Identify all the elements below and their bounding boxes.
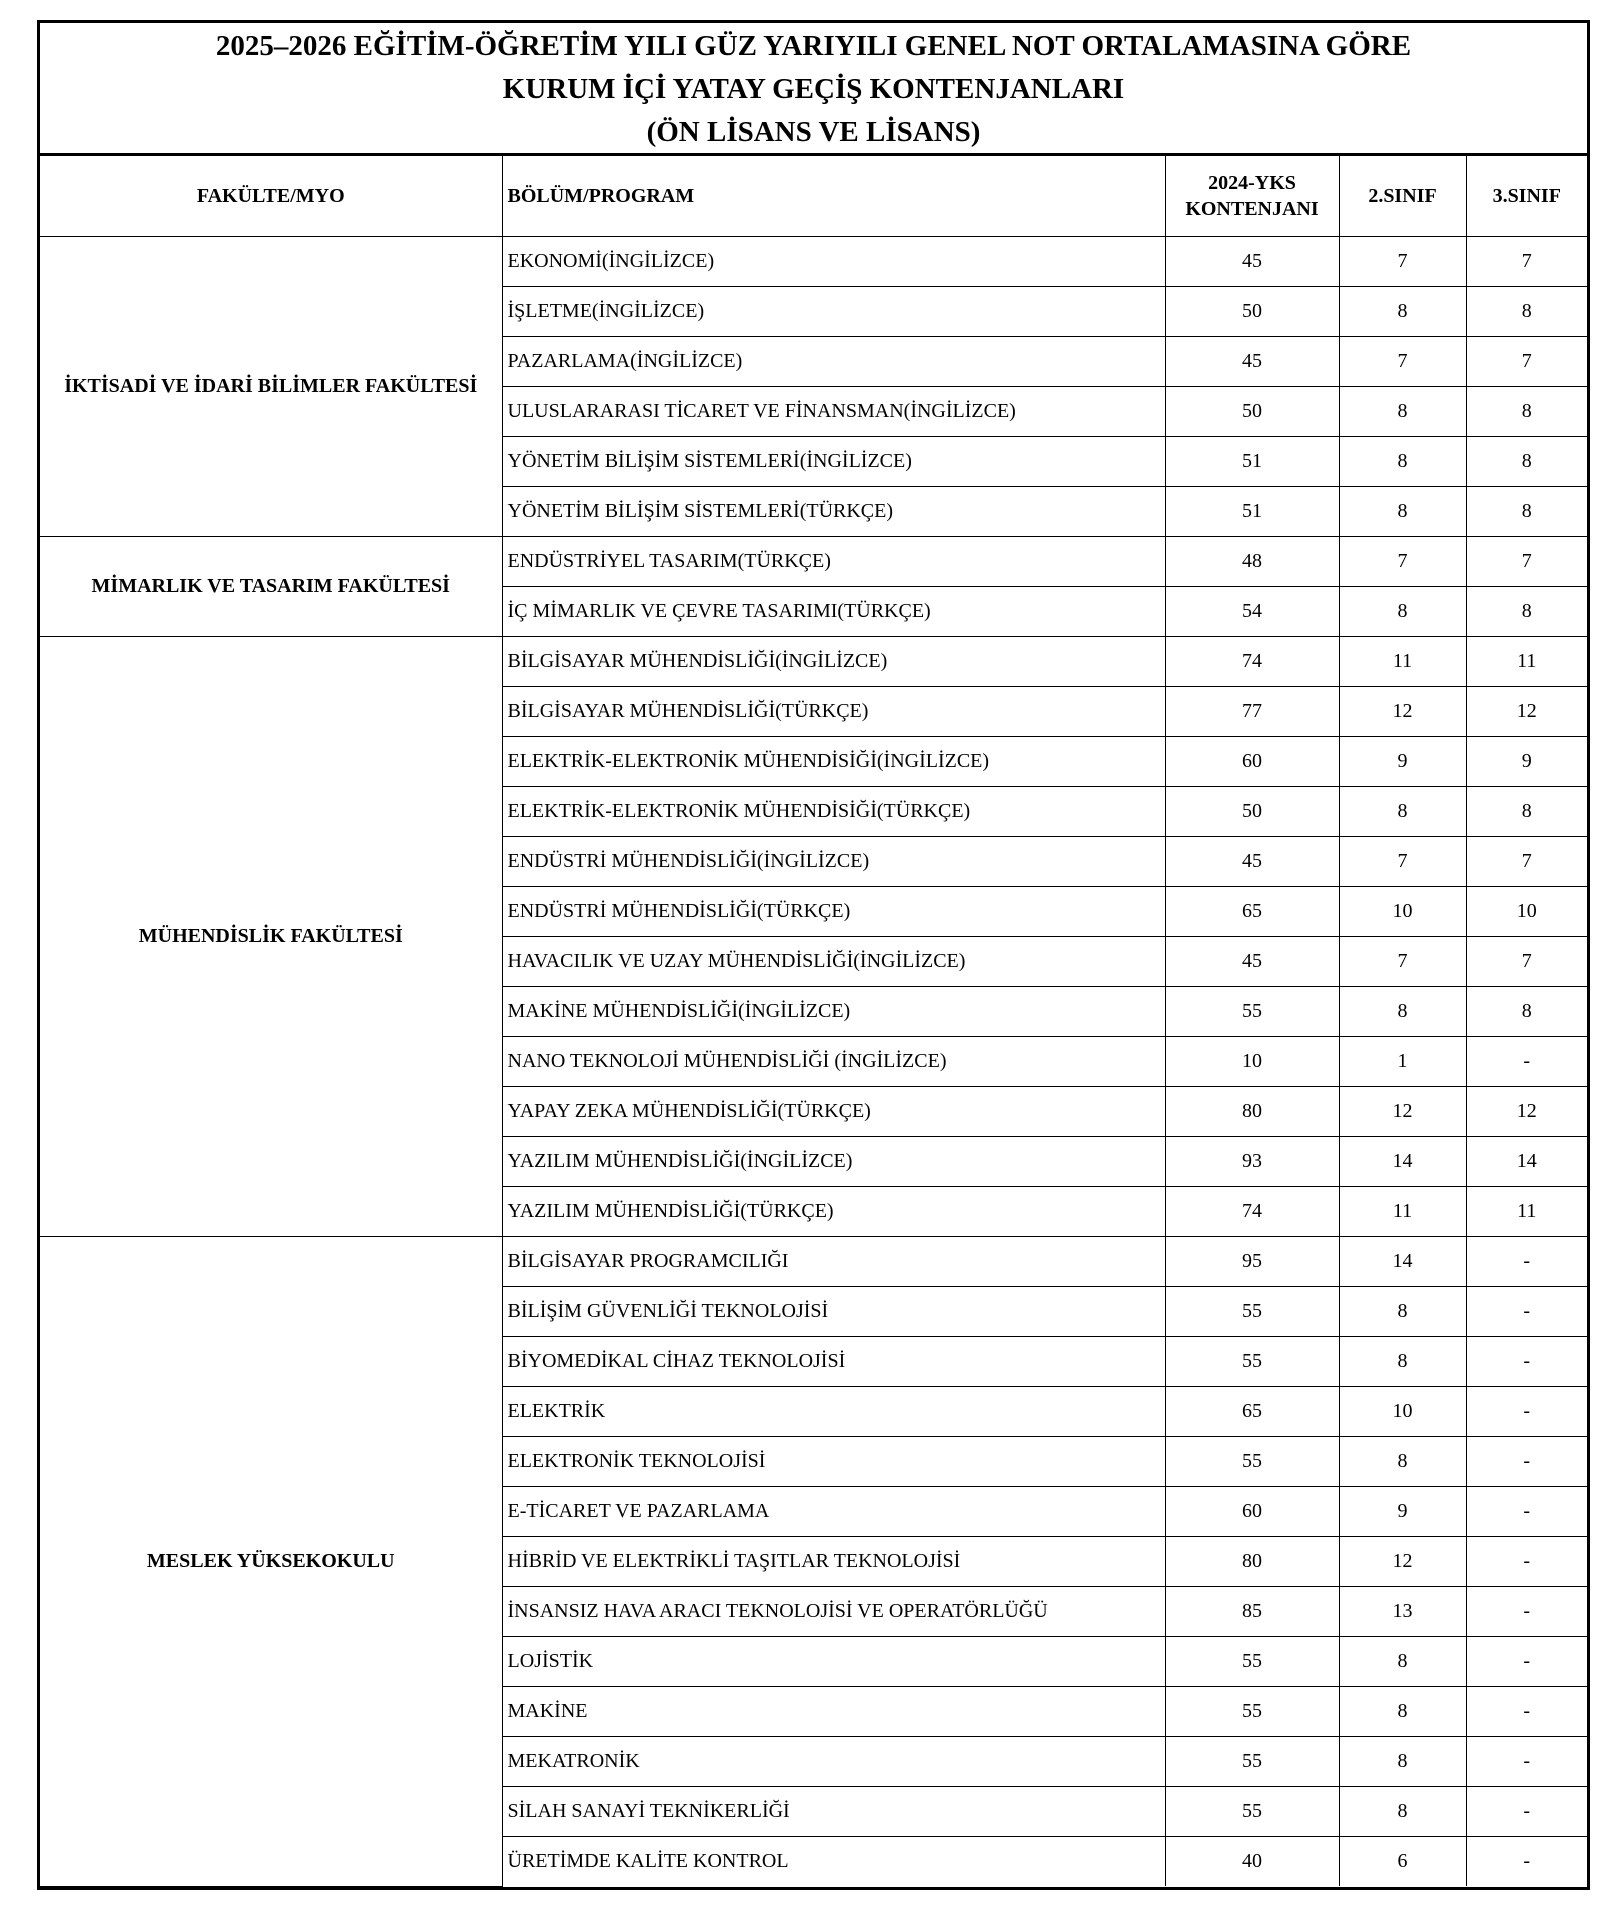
program-cell: BİLİŞİM GÜVENLİĞİ TEKNOLOJİSİ: [502, 1286, 1165, 1336]
class-2-cell: 14: [1339, 1236, 1466, 1286]
class-2-cell: 14: [1339, 1136, 1466, 1186]
yks-quota-cell: 55: [1165, 1786, 1339, 1836]
class-3-cell: -: [1466, 1436, 1587, 1486]
yks-quota-cell: 74: [1165, 1186, 1339, 1236]
title-line-1: 2025–2026 EĞİTİM-ÖĞRETİM YILI GÜZ YARIYILI GENEL NOT ORTALAMASINA GÖRE: [215, 30, 1412, 62]
yks-quota-cell: 95: [1165, 1236, 1339, 1286]
class-2-cell: 6: [1339, 1836, 1466, 1886]
class-2-cell: 8: [1339, 786, 1466, 836]
class-2-cell: 10: [1339, 1386, 1466, 1436]
yks-quota-cell: 55: [1165, 986, 1339, 1036]
faculty-cell: İKTİSADİ VE İDARİ BİLİMLER FAKÜLTESİ: [40, 236, 502, 536]
yks-quota-cell: 45: [1165, 336, 1339, 386]
class-3-cell: -: [1466, 1736, 1587, 1786]
class-3-cell: 9: [1466, 736, 1587, 786]
class-3-cell: -: [1466, 1336, 1587, 1386]
program-cell: İNSANSIZ HAVA ARACI TEKNOLOJİSİ VE OPERATÖRLÜĞÜ: [502, 1586, 1165, 1636]
program-cell: İÇ MİMARLIK VE ÇEVRE TASARIMI(TÜRKÇE): [502, 586, 1165, 636]
quota-document: [37, 20, 1590, 1890]
program-cell: MAKİNE MÜHENDİSLİĞİ(İNGİLİZCE): [502, 986, 1165, 1036]
class-3-cell: 8: [1466, 986, 1587, 1036]
table-row: [40, 636, 1587, 686]
class-3-cell: 7: [1466, 336, 1587, 386]
program-cell: YÖNETİM BİLİŞİM SİSTEMLERİ(İNGİLİZCE): [502, 436, 1165, 486]
yks-quota-cell: 77: [1165, 686, 1339, 736]
program-cell: ELEKTRİK-ELEKTRONİK MÜHENDİSİĞİ(TÜRKÇE): [502, 786, 1165, 836]
class-3-cell: -: [1466, 1236, 1587, 1286]
quota-table: [40, 156, 1587, 1887]
yks-quota-cell: 48: [1165, 536, 1339, 586]
program-cell: BİLGİSAYAR MÜHENDİSLİĞİ(İNGİLİZCE): [502, 636, 1165, 686]
class-3-cell: 7: [1466, 936, 1587, 986]
class-3-cell: 7: [1466, 836, 1587, 886]
yks-quota-cell: 45: [1165, 236, 1339, 286]
header-faculty: FAKÜLTE/MYO: [40, 156, 502, 236]
class-2-cell: 8: [1339, 386, 1466, 436]
yks-quota-cell: 60: [1165, 1486, 1339, 1536]
program-cell: BİYOMEDİKAL CİHAZ TEKNOLOJİSİ: [502, 1336, 1165, 1386]
header-program: BÖLÜM/PROGRAM: [502, 156, 1165, 236]
yks-quota-cell: 93: [1165, 1136, 1339, 1186]
class-3-cell: -: [1466, 1536, 1587, 1586]
program-cell: BİLGİSAYAR MÜHENDİSLİĞİ(TÜRKÇE): [502, 686, 1165, 736]
program-cell: ENDÜSTRİ MÜHENDİSLİĞİ(İNGİLİZCE): [502, 836, 1165, 886]
class-2-cell: 8: [1339, 1336, 1466, 1386]
title-line-3: (ÖN LİSANS VE LİSANS): [646, 116, 981, 148]
header-class-2: 2.SINIF: [1339, 156, 1466, 236]
yks-quota-cell: 45: [1165, 836, 1339, 886]
faculty-cell: MİMARLIK VE TASARIM FAKÜLTESİ: [40, 536, 502, 636]
class-2-cell: 11: [1339, 636, 1466, 686]
yks-quota-cell: 40: [1165, 1836, 1339, 1886]
yks-quota-cell: 10: [1165, 1036, 1339, 1086]
class-2-cell: 8: [1339, 1786, 1466, 1836]
header-class-3: 3.SINIF: [1466, 156, 1587, 236]
class-3-cell: 8: [1466, 486, 1587, 536]
class-3-cell: 10: [1466, 886, 1587, 936]
title-line-2: KURUM İÇİ YATAY GEÇİŞ KONTENJANLARI: [502, 73, 1125, 105]
yks-quota-cell: 51: [1165, 436, 1339, 486]
yks-quota-cell: 80: [1165, 1086, 1339, 1136]
yks-quota-cell: 51: [1165, 486, 1339, 536]
table-header-row: [40, 156, 1587, 236]
class-2-cell: 8: [1339, 436, 1466, 486]
class-2-cell: 7: [1339, 336, 1466, 386]
program-cell: MEKATRONİK: [502, 1736, 1165, 1786]
class-2-cell: 9: [1339, 736, 1466, 786]
program-cell: EKONOMİ(İNGİLİZCE): [502, 236, 1165, 286]
document-title: [40, 23, 1587, 156]
program-cell: İŞLETME(İNGİLİZCE): [502, 286, 1165, 336]
program-cell: ELEKTRİK: [502, 1386, 1165, 1436]
class-3-cell: 14: [1466, 1136, 1587, 1186]
class-2-cell: 7: [1339, 936, 1466, 986]
program-cell: ÜRETİMDE KALİTE KONTROL: [502, 1836, 1165, 1886]
table-row: [40, 1236, 1587, 1286]
program-cell: LOJİSTİK: [502, 1636, 1165, 1686]
class-3-cell: -: [1466, 1286, 1587, 1336]
yks-quota-cell: 54: [1165, 586, 1339, 636]
yks-quota-cell: 55: [1165, 1286, 1339, 1336]
class-2-cell: 1: [1339, 1036, 1466, 1086]
yks-quota-cell: 55: [1165, 1336, 1339, 1386]
class-3-cell: -: [1466, 1786, 1587, 1836]
class-3-cell: -: [1466, 1586, 1587, 1636]
class-3-cell: -: [1466, 1386, 1587, 1436]
class-2-cell: 7: [1339, 236, 1466, 286]
program-cell: BİLGİSAYAR PROGRAMCILIĞI: [502, 1236, 1165, 1286]
yks-quota-cell: 45: [1165, 936, 1339, 986]
class-3-cell: 12: [1466, 686, 1587, 736]
header-yks-line-1: 2024-YKS: [1208, 171, 1296, 194]
header-yks-quota: [1165, 156, 1339, 236]
class-2-cell: 8: [1339, 1436, 1466, 1486]
yks-quota-cell: 65: [1165, 1386, 1339, 1436]
class-3-cell: 12: [1466, 1086, 1587, 1136]
program-cell: YAZILIM MÜHENDİSLİĞİ(TÜRKÇE): [502, 1186, 1165, 1236]
program-cell: ELEKTRONİK TEKNOLOJİSİ: [502, 1436, 1165, 1486]
table-row: [40, 236, 1587, 286]
class-3-cell: 11: [1466, 636, 1587, 686]
yks-quota-cell: 55: [1165, 1736, 1339, 1786]
program-cell: YÖNETİM BİLİŞİM SİSTEMLERİ(TÜRKÇE): [502, 486, 1165, 536]
class-3-cell: -: [1466, 1486, 1587, 1536]
yks-quota-cell: 65: [1165, 886, 1339, 936]
class-3-cell: 7: [1466, 236, 1587, 286]
program-cell: E-TİCARET VE PAZARLAMA: [502, 1486, 1165, 1536]
program-cell: NANO TEKNOLOJİ MÜHENDİSLİĞİ (İNGİLİZCE): [502, 1036, 1165, 1086]
class-2-cell: 11: [1339, 1186, 1466, 1236]
class-3-cell: 8: [1466, 436, 1587, 486]
program-cell: ENDÜSTRİ MÜHENDİSLİĞİ(TÜRKÇE): [502, 886, 1165, 936]
class-2-cell: 12: [1339, 1086, 1466, 1136]
yks-quota-cell: 50: [1165, 286, 1339, 336]
class-3-cell: 7: [1466, 536, 1587, 586]
class-2-cell: 13: [1339, 1586, 1466, 1636]
class-3-cell: -: [1466, 1636, 1587, 1686]
program-cell: SİLAH SANAYİ TEKNİKERLİĞİ: [502, 1786, 1165, 1836]
class-2-cell: 12: [1339, 686, 1466, 736]
program-cell: HAVACILIK VE UZAY MÜHENDİSLİĞİ(İNGİLİZCE): [502, 936, 1165, 986]
yks-quota-cell: 50: [1165, 386, 1339, 436]
class-2-cell: 8: [1339, 986, 1466, 1036]
table-row: [40, 536, 1587, 586]
class-3-cell: 11: [1466, 1186, 1587, 1236]
yks-quota-cell: 55: [1165, 1436, 1339, 1486]
yks-quota-cell: 50: [1165, 786, 1339, 836]
program-cell: HİBRİD VE ELEKTRİKLİ TAŞITLAR TEKNOLOJİSİ: [502, 1536, 1165, 1586]
yks-quota-cell: 60: [1165, 736, 1339, 786]
class-2-cell: 8: [1339, 1686, 1466, 1736]
class-2-cell: 8: [1339, 1736, 1466, 1786]
program-cell: ELEKTRİK-ELEKTRONİK MÜHENDİSİĞİ(İNGİLİZCE): [502, 736, 1165, 786]
program-cell: ENDÜSTRİYEL TASARIM(TÜRKÇE): [502, 536, 1165, 586]
class-2-cell: 8: [1339, 486, 1466, 536]
yks-quota-cell: 85: [1165, 1586, 1339, 1636]
yks-quota-cell: 55: [1165, 1686, 1339, 1736]
program-cell: MAKİNE: [502, 1686, 1165, 1736]
program-cell: YAZILIM MÜHENDİSLİĞİ(İNGİLİZCE): [502, 1136, 1165, 1186]
faculty-cell: MÜHENDİSLİK FAKÜLTESİ: [40, 636, 502, 1236]
program-cell: YAPAY ZEKA MÜHENDİSLİĞİ(TÜRKÇE): [502, 1086, 1165, 1136]
class-2-cell: 8: [1339, 1636, 1466, 1686]
class-2-cell: 12: [1339, 1536, 1466, 1586]
class-2-cell: 7: [1339, 836, 1466, 886]
yks-quota-cell: 55: [1165, 1636, 1339, 1686]
class-3-cell: 8: [1466, 286, 1587, 336]
yks-quota-cell: 74: [1165, 636, 1339, 686]
class-3-cell: -: [1466, 1686, 1587, 1736]
table-body: [40, 236, 1587, 1886]
program-cell: ULUSLARARASI TİCARET VE FİNANSMAN(İNGİLİZCE): [502, 386, 1165, 436]
faculty-cell: MESLEK YÜKSEKOKULU: [40, 1236, 502, 1886]
class-3-cell: 8: [1466, 586, 1587, 636]
class-2-cell: 8: [1339, 286, 1466, 336]
class-3-cell: -: [1466, 1036, 1587, 1086]
yks-quota-cell: 80: [1165, 1536, 1339, 1586]
class-2-cell: 8: [1339, 1286, 1466, 1336]
header-yks-line-2: KONTENJANI: [1185, 197, 1319, 220]
class-3-cell: 8: [1466, 786, 1587, 836]
program-cell: PAZARLAMA(İNGİLİZCE): [502, 336, 1165, 386]
class-2-cell: 9: [1339, 1486, 1466, 1536]
class-2-cell: 8: [1339, 586, 1466, 636]
class-2-cell: 7: [1339, 536, 1466, 586]
class-3-cell: -: [1466, 1836, 1587, 1886]
class-3-cell: 8: [1466, 386, 1587, 436]
class-2-cell: 10: [1339, 886, 1466, 936]
